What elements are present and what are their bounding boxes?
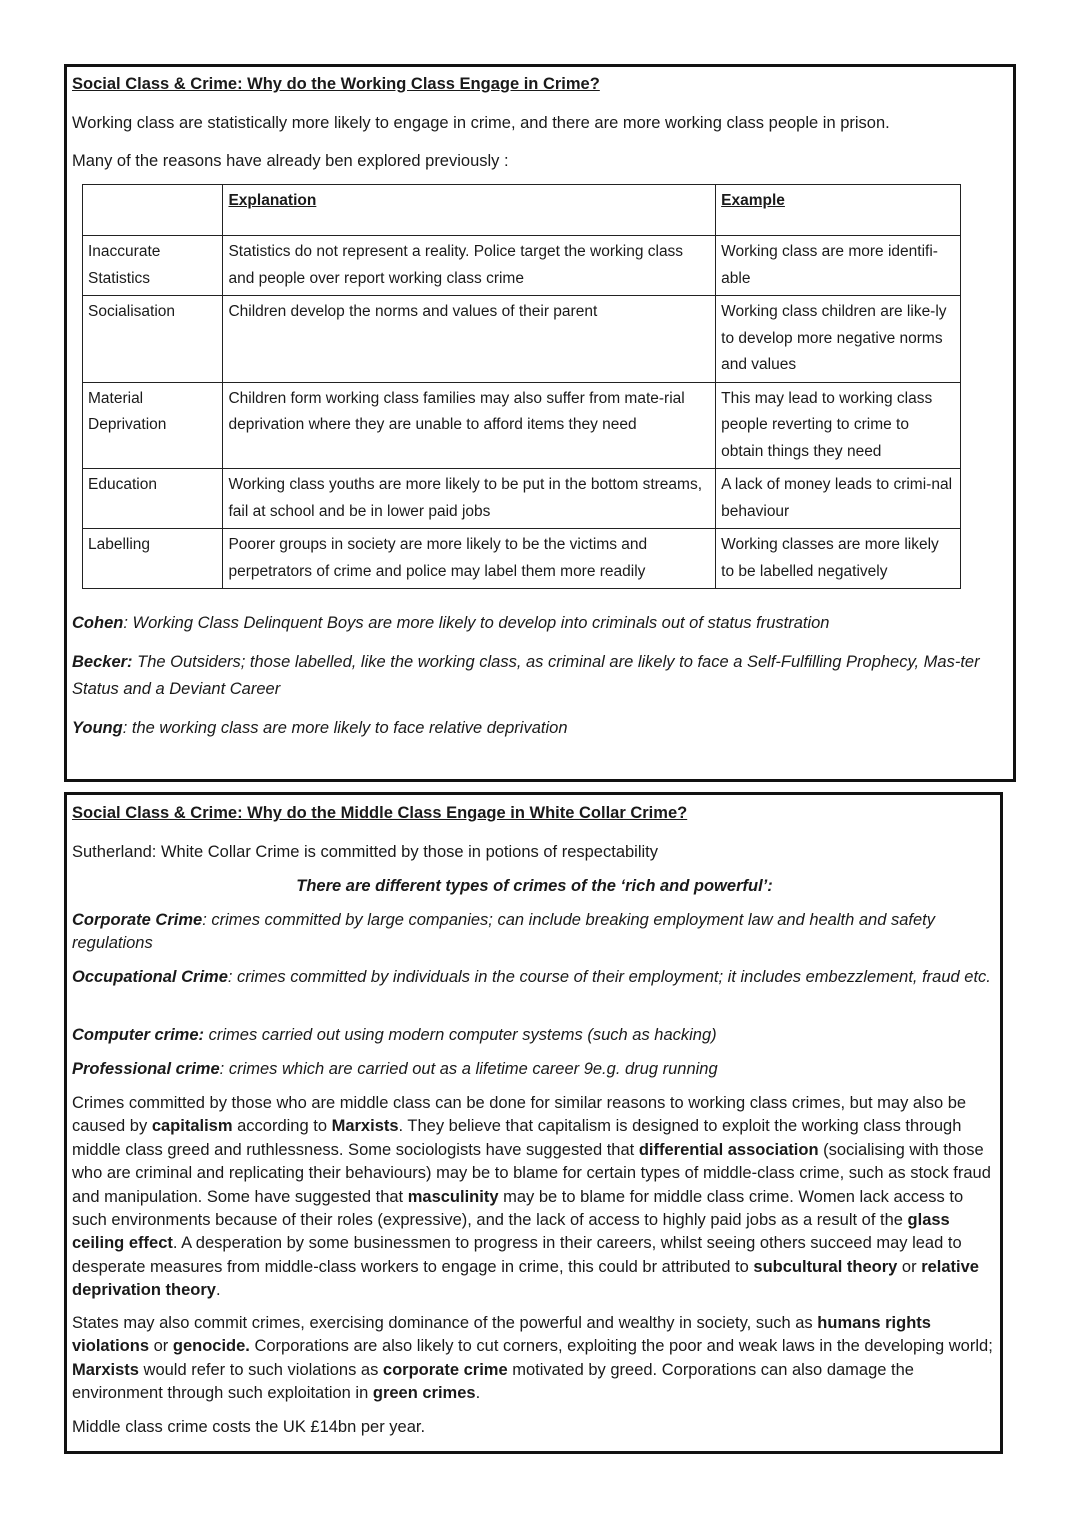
row-example: Working class are more identifi-able	[716, 236, 961, 296]
cohen-note	[72, 610, 997, 637]
definition: : crimes committed by individuals in the course of their employment; it includes embezzlement, fraud etc.	[227, 968, 991, 986]
row-reason: Education	[83, 469, 223, 529]
definition: crimes carried out using modern computer systems (such as hacking)	[204, 1026, 717, 1044]
becker-text: The Outsiders; those labelled, like the working class, as criminal are likely to face a Self-Fulfilling Prophecy, Mas-ter Status and a Deviant Career	[72, 653, 980, 698]
reasons-table	[82, 184, 961, 589]
paragraph-text: Crimes committed by those who are middle class can be done for similar reasons to working class crimes, but may also be caused by	[72, 1094, 967, 1136]
paragraph-text: would refer to such violations as	[138, 1360, 383, 1379]
section1-intro2: Many of the reasons have already ben explored previously :	[72, 152, 509, 170]
table-row	[83, 382, 961, 469]
cohen-text: : Working Class Delinquent Boys are more likely to develop into criminals out of status frustration	[123, 614, 830, 632]
term: Professional crime	[72, 1060, 220, 1078]
term: Corporate Crime	[72, 911, 203, 929]
professional-crime-definition	[72, 1058, 997, 1081]
corporate-crime-definition	[72, 909, 997, 956]
key-term: corporate crime	[382, 1360, 508, 1379]
row-explanation: Children form working class families may also suffer from mate-rial deprivation where they are unable to afford items they need	[223, 382, 716, 469]
middle-class-causes-paragraph	[72, 1092, 997, 1303]
young-note	[72, 715, 997, 742]
row-explanation: Children develop the norms and values of their parent	[223, 296, 716, 383]
table-row	[83, 296, 961, 383]
key-term: capitalism	[151, 1117, 233, 1136]
section1-intro: Working class are statistically more likely to engage in crime, and there are more working class people in prison.	[72, 114, 890, 132]
row-reason: Labelling	[83, 529, 223, 589]
key-term: genocide.	[172, 1337, 250, 1356]
key-term: glass ceiling effect	[72, 1211, 950, 1253]
paragraph-text: Corporations are also likely to cut corners, exploiting the poor and weak laws in the developing world;	[249, 1337, 993, 1356]
table-header-row	[83, 185, 961, 236]
table-row	[83, 236, 961, 296]
table-header-explanation: Explanation	[223, 185, 716, 236]
computer-crime-definition	[72, 1024, 997, 1047]
row-example: Working class children are like-ly to develop more negative norms and values	[716, 296, 961, 383]
row-explanation: Poorer groups in society are more likely to be the victims and perpetrators of crime and police may label them more readily	[223, 529, 716, 589]
key-term: green crimes	[372, 1384, 476, 1403]
paragraph-text: .	[475, 1384, 481, 1403]
paragraph-text: (socialising with those who are criminal and replicating their behaviours) may be to blame for certain types of middle-class crime, such as stock fraud and manipulation. Some have suggested that	[72, 1140, 991, 1206]
cohen-name: Cohen	[72, 614, 124, 632]
term: Occupational Crime	[72, 968, 228, 986]
paragraph-text: may be to blame for middle class crime. Women lack access to such environments because of their roles (expressive), and the lack of access to highly paid jobs as a result of the	[72, 1187, 964, 1230]
section1-title: Social Class & Crime: Why do the Working Class Engage in Crime?	[72, 75, 600, 93]
row-explanation: Statistics do not represent a reality. Police target the working class and people over report working class crime	[223, 236, 716, 296]
becker-note	[72, 649, 997, 703]
key-term: Marxists	[72, 1360, 139, 1379]
becker-name: Becker:	[72, 653, 133, 671]
table-row	[83, 529, 961, 589]
row-reason: Material Deprivation	[83, 382, 223, 469]
table-header-blank	[83, 185, 223, 236]
key-term: humans rights violations	[72, 1314, 931, 1356]
young-text: : the working class are more likely to face relative deprivation	[122, 719, 568, 737]
key-term: differential association	[638, 1140, 819, 1159]
paragraph-text: or	[149, 1337, 173, 1356]
paragraph-text: States may also commit crimes, exercising dominance of the powerful and wealthy in society, such as	[72, 1314, 818, 1332]
key-term: subcultural theory	[753, 1257, 898, 1276]
row-example: Working classes are more likely to be labelled negatively	[716, 529, 961, 589]
table-row	[83, 469, 961, 529]
young-name: Young	[72, 719, 123, 737]
occupational-crime-definition	[72, 966, 997, 989]
paragraph-text: . They believe that capitalism is designed to exploit the working class through middle class greed and ruthlessness. Some sociologists have suggested that	[72, 1117, 962, 1159]
row-reason: Socialisation	[83, 296, 223, 383]
crime-types-heading: There are different types of crimes of the ‘rich and powerful’:	[296, 877, 773, 895]
row-example: A lack of money leads to crimi-nal behaviour	[716, 469, 961, 529]
paragraph-text: according to	[232, 1117, 332, 1136]
row-example: This may lead to working class people reverting to crime to obtain things they need	[716, 382, 961, 469]
row-explanation: Working class youths are more likely to be put in the bottom streams, fail at school and be in lower paid jobs	[223, 469, 716, 529]
paragraph-text: motivated by greed. Corporations can also damage the environment through such exploitation in	[72, 1360, 914, 1403]
table-header-example: Example	[716, 185, 961, 236]
sutherland-note: Sutherland: White Collar Crime is committed by those in potions of respectability	[72, 843, 658, 861]
paragraph-text: . A desperation by some businessmen to progress in their careers, whilst seeing others succeed may lead to desperate measures from middle-class workers to engage in crime, this could br attributed to	[72, 1234, 962, 1276]
paragraph-text: or	[897, 1257, 922, 1276]
key-term: Marxists	[331, 1117, 399, 1136]
key-term: relative deprivation theory	[72, 1257, 979, 1300]
paragraph-text: .	[215, 1281, 221, 1300]
key-term: masculinity	[407, 1187, 499, 1206]
definition: : crimes which are carried out as a lifetime career 9e.g. drug running	[219, 1060, 718, 1078]
closing-statement: Middle class crime costs the UK £14bn per year.	[72, 1418, 426, 1436]
term: Computer crime:	[72, 1026, 205, 1044]
definition: : crimes committed by large companies; can include breaking employment law and health and safety regulations	[72, 911, 935, 953]
state-crime-paragraph	[72, 1312, 997, 1406]
section2-title: Social Class & Crime: Why do the Middle Class Engage in White Collar Crime?	[72, 804, 688, 822]
row-reason: Inaccurate Statistics	[83, 236, 223, 296]
